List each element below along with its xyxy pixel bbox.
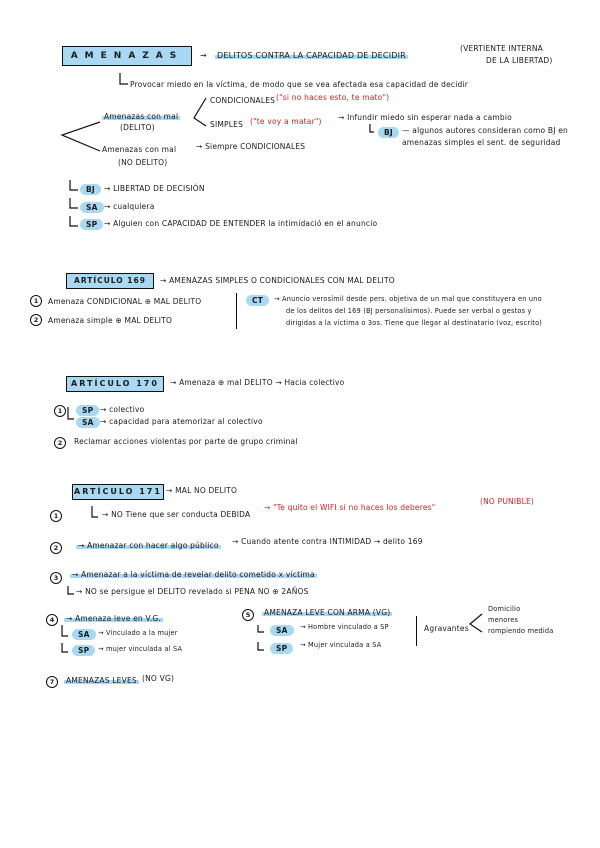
vertiente-line1: (VERTIENTE INTERNA — [460, 44, 544, 53]
number-7: 7 — [46, 676, 58, 688]
number-2: 2 — [54, 437, 66, 449]
sp-text: → Alguien con CAPACIDAD DE ENTENDER la intimidació en el anuncio — [104, 219, 378, 228]
art170-sp-text: → colectivo — [100, 405, 145, 414]
number-5: 5 — [242, 609, 254, 621]
condicionales-example: ("si no haces esto, te mato") — [276, 93, 390, 102]
art171-item1-example: → "Te quito el WIFI si no haces los deberes" — [264, 503, 436, 512]
agravante-menores: menores — [488, 616, 519, 624]
vertiente-line2: DE LA LIBERTAD) — [486, 56, 553, 65]
simples-example: ("te voy a matar") — [250, 117, 322, 126]
sa-row: SA — [80, 202, 104, 213]
agravantes-label: Agravantes — [424, 624, 469, 633]
sp-row: SP — [80, 219, 103, 230]
art171-item7b: (NO VG) — [142, 674, 175, 683]
bj-algunos: — algunos autores consideran como BJ en — [402, 126, 568, 135]
art169-item1: Amenaza CONDICIONAL ⊕ MAL DELITO — [48, 297, 202, 306]
art171-item3b: → NO se persigue el DELITO revelado si PENA NO ⊕ 2AÑOS — [76, 587, 309, 596]
number-2: 2 — [50, 542, 62, 554]
number-2: 2 — [30, 314, 42, 326]
siempre-text: → Siempre CONDICIONALES — [196, 142, 306, 151]
sa-pill: SA — [76, 417, 100, 428]
section-title-amenazas: AMENAZAS — [62, 46, 192, 66]
art171-item4: → Amenaza leve en V.G. — [66, 614, 162, 623]
bj-algunos-2: amenazas simples el sent. de seguridad — [402, 138, 561, 147]
art171-item2b: → Cuando atente contra INTIMIDAD → delito 169 — [232, 537, 423, 546]
number-1: 1 — [30, 295, 42, 307]
item5-sa-pill: SA — [270, 625, 294, 636]
art171-item3a: → Amenazar a la víctima de revelar delito cometido x víctima — [72, 570, 315, 579]
sp-pill: SP — [76, 405, 99, 416]
art171-item2a: → Amenazar con hacer algo público — [78, 541, 219, 550]
number-4: 4 — [46, 614, 58, 626]
bj-text: → LIBERTAD DE DECISIÓN — [104, 184, 205, 193]
condicionales-label: CONDICIONALES — [210, 96, 276, 105]
number-1: 1 — [54, 405, 66, 417]
agravante-domicilio: Domicilio — [488, 605, 521, 613]
sa-text: → cualquiera — [104, 202, 155, 211]
section-title-art171: ARTÍCULO 171 — [72, 484, 164, 500]
bj-inline: BJ — [378, 127, 399, 138]
simples-label: SIMPLES — [210, 120, 244, 129]
art169-arrow: → AMENAZAS SIMPLES O CONDICIONALES CON MAL DELITO — [160, 276, 395, 285]
delitos-heading: DELITOS CONTRA LA CAPACIDAD DE DECIDIR — [217, 51, 406, 60]
ct-line2: de los delitos del 169 (BJ personalísimos). Puede ser verbal o gestos y — [286, 307, 532, 315]
item4-sp-text: → mujer vinculada al SA — [98, 645, 183, 653]
no-punible: (NO PUNIBLE) — [480, 497, 535, 506]
art170-item2: Reclamar acciones violentas por parte de grupo criminal — [74, 437, 298, 446]
art171-item1: → NO Tiene que ser conducta DEBIDA — [102, 510, 251, 519]
ct-line3: dirigidas a la víctima o 3os. Tiene que llegar al destinatario (voz, escrito) — [286, 319, 543, 327]
bj-row: BJ — [80, 184, 101, 195]
divider-bar — [416, 616, 417, 646]
divider-bar — [236, 293, 237, 329]
art171-arrow: → MAL NO DELITO — [166, 486, 238, 495]
item5-sp-text: → Mujer vinculada a SA — [300, 641, 382, 649]
delito-tag: (DELITO) — [120, 123, 155, 132]
art170-arrow: → Amenaza ⊕ mal DELITO → Hacia colectivo — [170, 378, 345, 387]
agravante-rompiendo: rompiendo medida — [488, 627, 554, 635]
item4-sa-text: → Vinculado a la mujer — [98, 629, 178, 637]
section-title-art170: ARTÍCULO 170 — [66, 376, 164, 392]
infundir-text: → Infundir miedo sin esperar nada a cambio — [338, 113, 512, 122]
number-3: 3 — [50, 572, 62, 584]
no-delito-label: Amenazas con mal — [102, 145, 177, 154]
section-title-art169: ARTÍCULO 169 — [66, 273, 154, 289]
item5-sa-text: → Hombre vinculado a SP — [300, 623, 389, 631]
art169-item2: Amenaza simple ⊕ MAL DELITO — [48, 316, 173, 325]
number-1: 1 — [50, 510, 62, 522]
no-delito-tag: (NO DELITO) — [118, 158, 168, 167]
item4-sa-pill: SA — [72, 629, 96, 640]
ct-pill: CT — [246, 295, 269, 306]
item4-sp-pill: SP — [72, 645, 95, 656]
art171-item7: AMENAZAS LEVES — [66, 676, 137, 685]
provocar-text: Provocar miedo en la víctima, de modo que se vea afectada esa capacidad de decidir — [130, 80, 469, 89]
art171-item5: AMENAZA LEVE CON ARMA (VG) — [264, 608, 391, 617]
art170-sa-text: → capacidad para atemorizar al colectivo — [100, 417, 263, 426]
ct-line1: → Anuncio verosímil desde pers. objetiva de un mal que constituyera en uno — [274, 295, 542, 303]
con-mal-delito-label: Amenazas con mal — [104, 112, 179, 121]
arrow: → — [200, 51, 207, 60]
item5-sp-pill: SP — [270, 643, 293, 654]
